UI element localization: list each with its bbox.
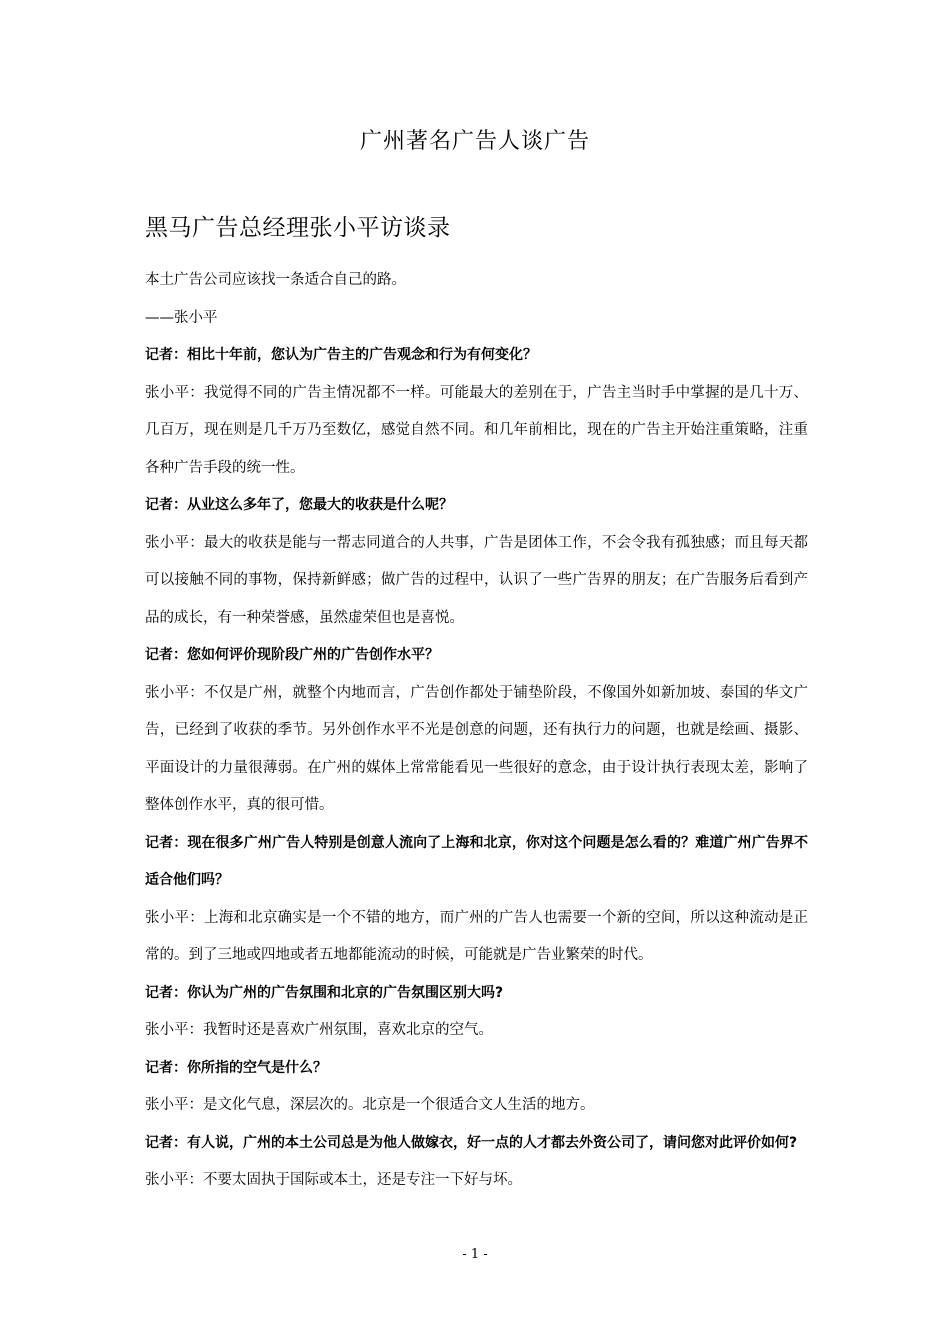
- question-1: 记者：相比十年前，您认为广告主的广告观念和行为有何变化？: [145, 347, 537, 363]
- answer-1: 张小平：我觉得不同的广告主情况都不一样。可能最大的差别在于，广告主当时手中掌握的是几十万、几百万，现在则是几千万乃至数亿，感觉自然不同。和几年前相比，现在的广告主开始注重策略，注重各种广告手段的统一性。: [145, 384, 808, 476]
- question-5: 记者：你认为广州的广告氛围和北京的广告氛围区别大吗?: [145, 984, 504, 1001]
- epigraph-quote: 本土广告公司应该找一条适合自己的路。: [145, 272, 406, 288]
- epigraph-author: ——张小平: [145, 309, 218, 326]
- question-6: 记者：你所指的空气是什么？: [145, 1059, 327, 1076]
- answer-2: 张小平：最大的收获是能与一帮志同道合的人共事，广告是团体工作，不会令我有孤独感；而且每天都可以接触不同的事物，保持新鲜感；做广告的过程中，认识了一些广告界的朋友；在广告服务后看到产品的成长，有一种荣誉感，虽然虚荣但也是喜悦。: [145, 534, 808, 626]
- answer-7: 张小平：不要太固执于国际或本土，还是专注一下好与坏。: [145, 1172, 522, 1188]
- answer-4: 张小平：上海和北京确实是一个不错的地方，而广州的广告人也需要一个新的空间，所以这种流动是正常的。到了三地或四地或者五地都能流动的时候，可能就是广告业繁荣的时代。: [145, 909, 808, 963]
- answer-5: 张小平：我暂时还是喜欢广州氛围，喜欢北京的空气。: [145, 1022, 493, 1038]
- answer-3: 张小平：不仅是广州，就整个内地而言，广告创作都处于铺垫阶段，不像国外如新加坡、泰国的华文广告，已经到了收获的季节。另外创作水平不光是创意的问题，还有执行力的问题，也就是绘画、摄影、平面设计的力量很薄弱。在广州的媒体上常常能看见一些很好的意念，由于设计执行表现太差，影响了整体创作水平，真的很可惜。: [145, 684, 808, 813]
- question-4: 记者：现在很多广州广告人特别是创意人流向了上海和北京，你对这个问题是怎么看的？难道广州广告界不适合他们吗？: [145, 834, 808, 888]
- document-subtitle: 黑马广告总经理张小平访谈录: [145, 215, 451, 241]
- question-7: 记者：有人说，广州的本土公司总是为他人做嫁衣，好一点的人才都去外资公司了，请问您对此评价如何?: [145, 1134, 798, 1151]
- page-number: - 1 -: [462, 1247, 488, 1262]
- question-3: 记者：您如何评价现阶段广州的广告创作水平？: [145, 647, 439, 663]
- document-title: 广州著名广告人谈广告: [359, 129, 590, 154]
- document-body: [145, 262, 808, 1200]
- answer-6: 张小平：是文化气息，深层次的。北京是一个很适合文人生活的地方。: [145, 1097, 595, 1113]
- question-2: 记者：从业这么多年了，您最大的收获是什么呢？: [145, 497, 453, 513]
